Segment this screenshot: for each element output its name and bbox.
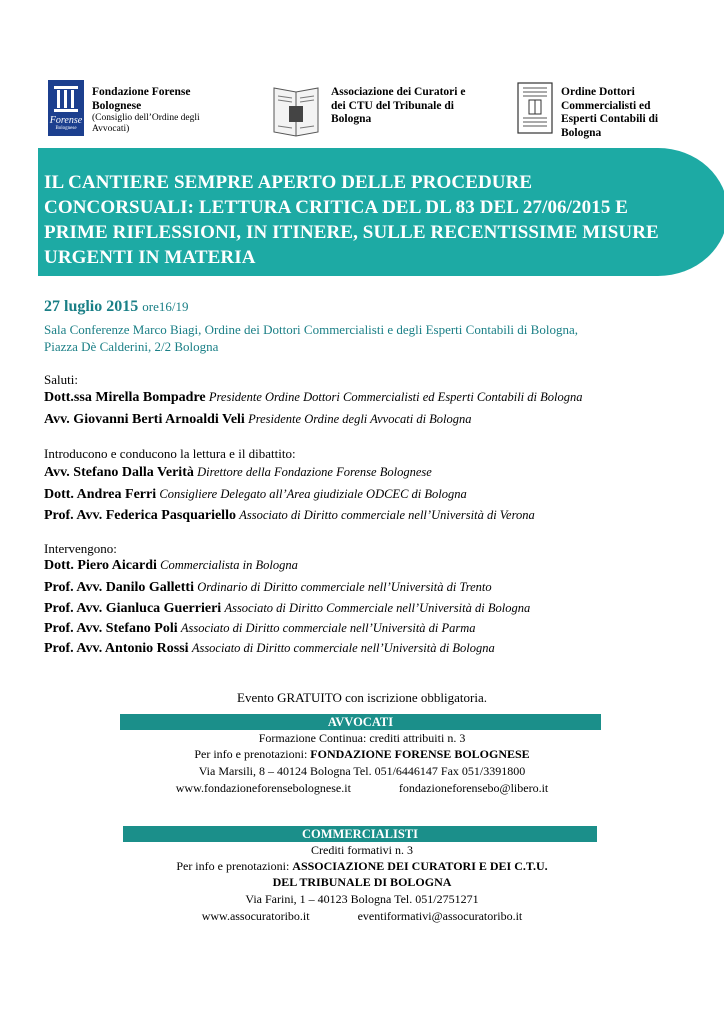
speaker-role: Commercialista in Bologna (160, 558, 298, 572)
event-time: ore16/19 (142, 299, 189, 314)
speaker-name: Prof. Avv. Stefano Poli (44, 621, 178, 636)
speaker-name: Dott. Andrea Ferri (44, 487, 157, 502)
speaker-line (44, 389, 582, 406)
introducono-heading: Introducono e conducono la lettura e il dibattito: (44, 446, 296, 461)
speaker-role: Associato di Diritto commerciale nell’Università di Bologna (191, 641, 495, 655)
commercialisti-crediti: Crediti formativi n. 3 (311, 843, 413, 857)
saluti-heading: Saluti: (44, 372, 78, 387)
speaker-role: Associato di Diritto commerciale nell’Università di Verona (239, 508, 535, 522)
speaker-name: Avv. Stefano Dalla Verità (44, 465, 194, 480)
ordine-commercialisti-logo (515, 80, 555, 136)
speaker-line (44, 579, 492, 596)
avvocati-info-org: FONDAZIONE FORENSE BOLOGNESE (310, 747, 530, 761)
speaker-role: Presidente Ordine Dottori Commercialisti ed Esperti Contabili di Bologna (208, 390, 583, 404)
commercialisti-email-link[interactable]: eventiformativi@assocuratoribo.it (357, 909, 523, 923)
speaker-name: Prof. Avv. Federica Pasquariello (44, 508, 236, 523)
fondazione-forense-logo: Forense Bolognese (48, 80, 84, 136)
speaker-role: Ordinario di Diritto commerciale nell’Università di Trento (197, 580, 492, 594)
speaker-name: Avv. Giovanni Berti Arnoaldi Veli (44, 412, 245, 427)
speaker-line (44, 464, 432, 481)
speaker-line (44, 507, 535, 524)
speaker-line (44, 411, 472, 428)
venue-line-2: Piazza Dè Calderini, 2/2 Bologna (44, 339, 219, 354)
avvocati-crediti: Formazione Continua: crediti attribuiti n. 3 (258, 731, 466, 745)
speaker-line (44, 486, 467, 503)
commercialisti-info-org: ASSOCIAZIONE DEI CURATORI E DEI C.T.U. (292, 859, 548, 873)
speaker-line (44, 620, 476, 637)
speaker-name: Prof. Avv. Antonio Rossi (44, 641, 189, 656)
commercialisti-bar: COMMERCIALISTI (123, 826, 597, 842)
org-associazione-curatori: Associazione dei Curatori e dei CTU del Tribunale di Bologna (331, 86, 466, 125)
associazione-curatori-logo (270, 82, 322, 138)
commercialisti-info (0, 859, 724, 875)
speaker-role: Direttore della Fondazione Forense Bolognese (197, 465, 432, 479)
event-title: IL CANTIERE SEMPRE APERTO DELLE PROCEDURE CONCORSUALI: LETTURA CRITICA DEL DL 83 DEL 27/06/2015 E PRIME RIFLESSIONI, IN ITINERE, SULLE RECENTISSIME MISURE URGENTI IN MATERIA (44, 172, 659, 268)
org-fondazione-name: Fondazione Forense Bolognese (92, 86, 191, 112)
speaker-line (44, 640, 495, 657)
speaker-name: Dott.ssa Mirella Bompadre (44, 390, 206, 405)
org-fondazione-sub: (Consiglio dell’Ordine degli Avvocati) (92, 113, 200, 134)
avvocati-web-link[interactable]: www.fondazioneforensebolognese.it (175, 781, 351, 795)
avvocati-email-link[interactable]: fondazioneforensebo@libero.it (398, 781, 549, 795)
evento-note: Evento GRATUITO con iscrizione obbligatoria. (237, 690, 487, 705)
speaker-role: Associato di Diritto commerciale nell’Università di Parma (180, 621, 476, 635)
event-venue (44, 321, 578, 355)
commercialisti-web-link[interactable]: www.assocuratoribo.it (201, 909, 310, 923)
commercialisti-info-org2: DEL TRIBUNALE DI BOLOGNA (272, 875, 452, 889)
org-ordine-commercialisti: Ordine Dottori Commercialisti ed Esperti Contabili di Bologna (561, 86, 659, 139)
commercialisti-info-prefix: Per info e prenotazioni: (176, 859, 290, 873)
event-date: 27 luglio 2015 (44, 298, 139, 315)
speaker-role: Consigliere Delegato all’Area giudiziale ODCEC di Bologna (159, 487, 467, 501)
speaker-line (44, 600, 530, 617)
avvocati-bar: AVVOCATI (120, 714, 601, 730)
avvocati-info-prefix: Per info e prenotazioni: (194, 747, 308, 761)
speaker-role: Presidente Ordine degli Avvocati di Bologna (248, 412, 472, 426)
speaker-name: Prof. Avv. Gianluca Guerrieri (44, 601, 222, 616)
commercialisti-contacts (0, 909, 724, 925)
avvocati-contacts (0, 781, 724, 797)
intervengono-heading: Intervengono: (44, 541, 117, 556)
avvocati-address: Via Marsili, 8 – 40124 Bologna Tel. 051/6446147 Fax 051/3391800 (198, 764, 526, 778)
venue-line-1: Sala Conferenze Marco Biagi, Ordine dei Dottori Commercialisti e degli Esperti Contabili di Bologna, (44, 322, 578, 337)
speaker-name: Prof. Avv. Danilo Galletti (44, 580, 194, 595)
speaker-line (44, 557, 298, 574)
speaker-name: Dott. Piero Aicardi (44, 558, 157, 573)
commercialisti-address: Via Farini, 1 – 40123 Bologna Tel. 051/2751271 (245, 892, 479, 906)
event-date-line (44, 298, 188, 316)
speaker-role: Associato di Diritto Commerciale nell’Università di Bologna (224, 601, 531, 615)
avvocati-info (0, 747, 724, 763)
org-fondazione (92, 86, 222, 135)
